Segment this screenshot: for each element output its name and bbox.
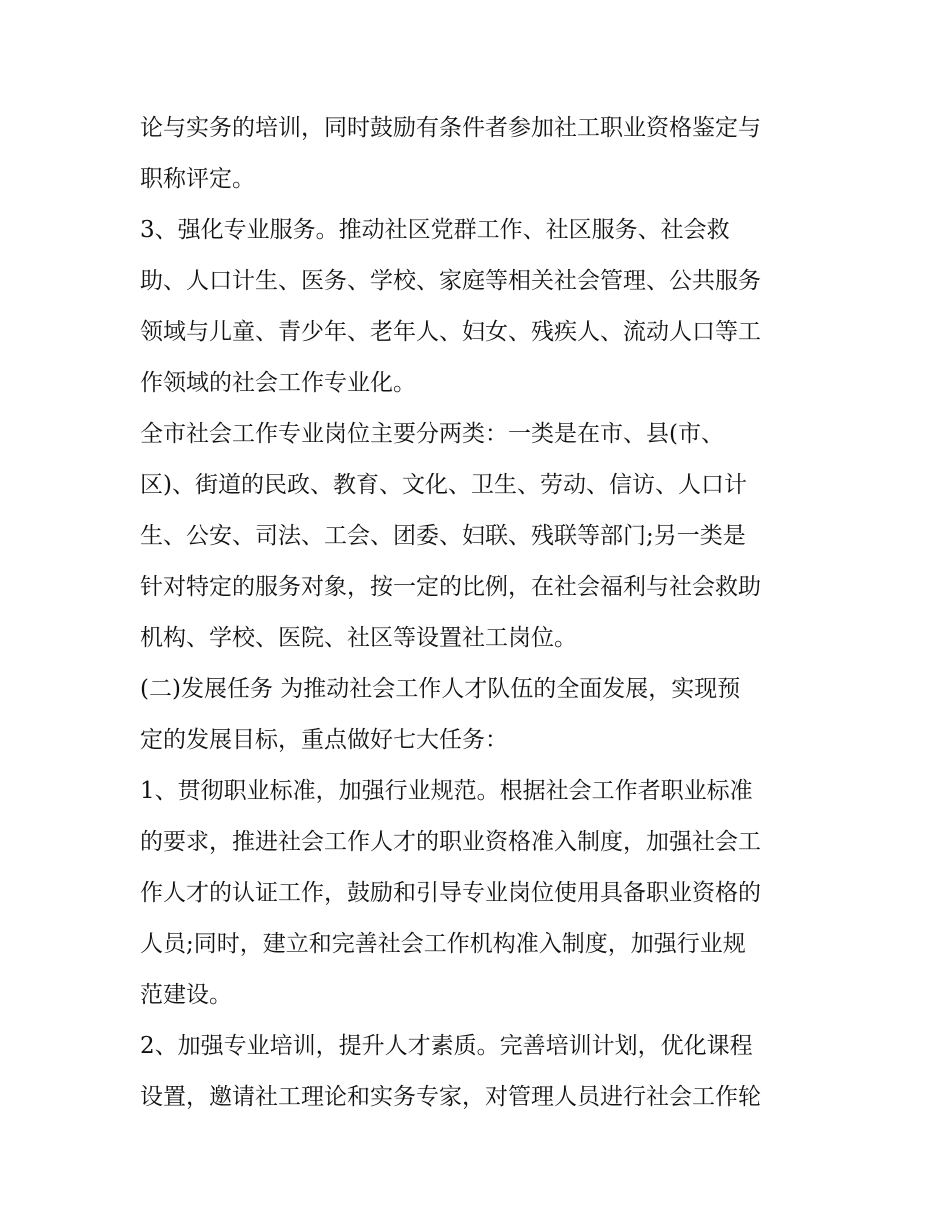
text-line: 人员;同时，建立和完善社会工作机构准入制度，加强行业规 (140, 931, 746, 957)
text-line: 设置，邀请社工理论和实务专家，对管理人员进行社会工作轮 (140, 1084, 761, 1110)
document-body (140, 103, 820, 1123)
text-line: 1、贯彻职业标准，加强行业规范。根据社会工作者职业标准 (140, 778, 753, 804)
text-line: 机构、学校、医院、社区等设置社工岗位。 (140, 625, 577, 651)
text-line: 领域与儿童、青少年、老年人、妇女、残疾人、流动人口等工 (140, 319, 761, 345)
text-line: 作人才的认证工作，鼓励和引导专业岗位使用具备职业资格的 (140, 880, 761, 906)
text-line: 的要求，推进社会工作人才的职业资格准入制度，加强社会工 (140, 829, 761, 855)
text-line: 2、加强专业培训，提升人才素质。完善培训计划，优化课程 (140, 1033, 753, 1059)
text-line: (二)发展任务 为推动社会工作人才队伍的全面发展，实现预 (140, 676, 741, 702)
text-line: 论与实务的培训，同时鼓励有条件者参加社工职业资格鉴定与 (140, 115, 761, 141)
text-line: 生、公安、司法、工会、团委、妇联、残联等部门;另一类是 (140, 523, 746, 549)
text-line: 3、强化专业服务。推动社区党群工作、社区服务、社会救 (140, 217, 730, 243)
text-line: 全市社会工作专业岗位主要分两类：一类是在市、县(市、 (140, 421, 724, 447)
text-line: 针对特定的服务对象，按一定的比例，在社会福利与社会救助 (140, 574, 761, 600)
text-line: 作领域的社会工作专业化。 (140, 370, 416, 396)
text-line: 职称评定。 (140, 166, 255, 192)
text-line: 区)、街道的民政、教育、文化、卫生、劳动、信访、人口计 (140, 472, 747, 498)
text-line: 范建设。 (140, 982, 232, 1008)
text-line: 助、人口计生、医务、学校、家庭等相关社会管理、公共服务 (140, 268, 761, 294)
text-line: 定的发展目标，重点做好七大任务： (140, 727, 508, 753)
